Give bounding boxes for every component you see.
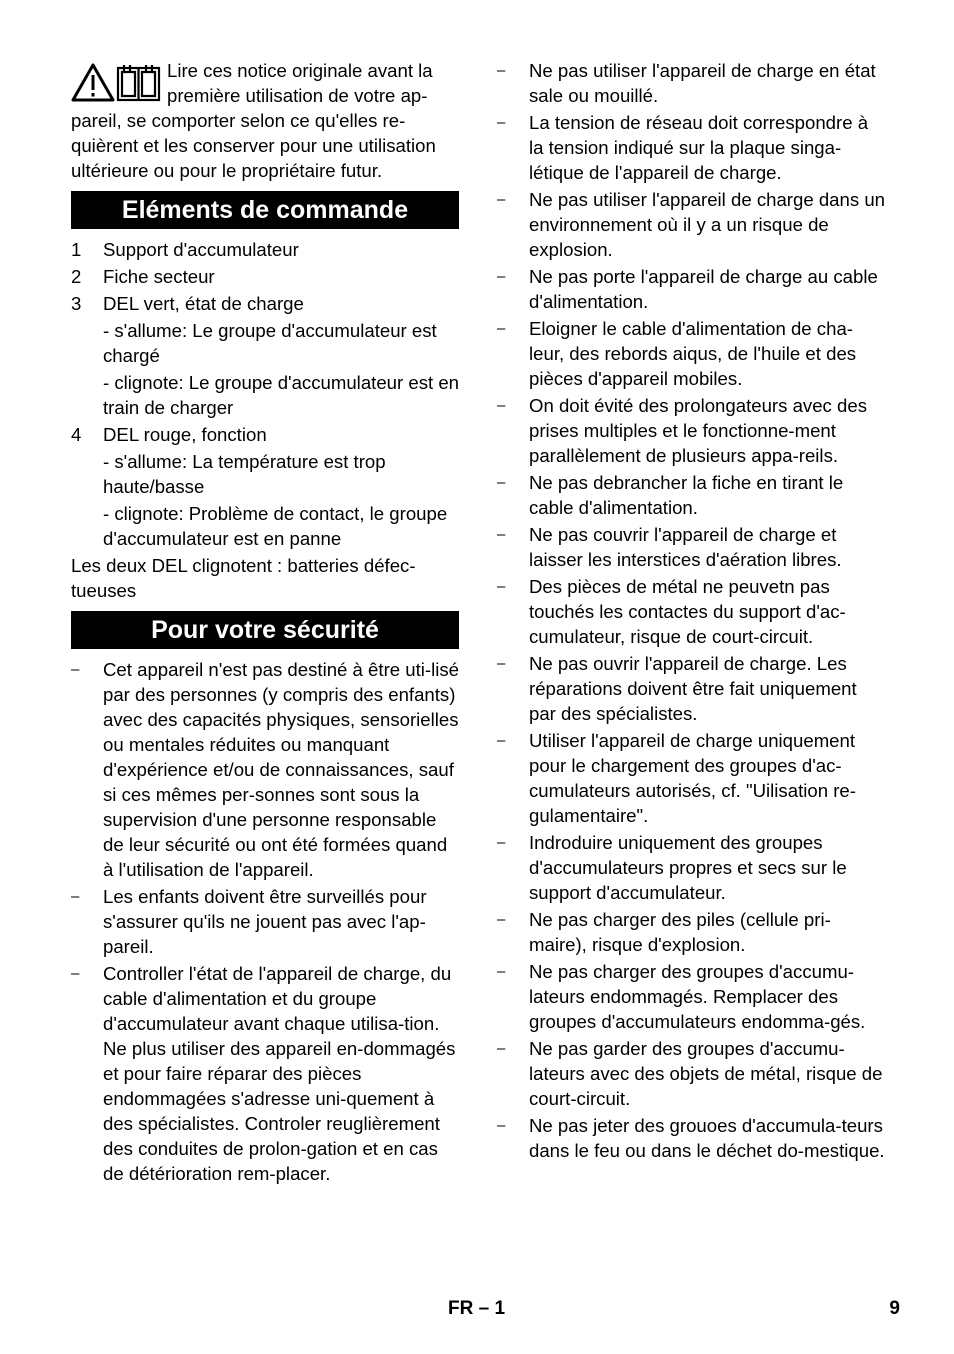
item-number: 1 xyxy=(71,239,82,260)
item-text: Des pièces de métal ne peuvetn pas touchés les contactes du support d'ac-cumulateur, risque de court-circuit. xyxy=(529,576,846,647)
item-text: Les enfants doivent être surveillés pour s'assurer qu'ils ne jouent pas avec l'ap-pareil. xyxy=(103,886,427,957)
controls-list xyxy=(71,237,459,316)
dash-marker: – xyxy=(497,732,506,749)
list-item xyxy=(497,728,885,828)
list-item xyxy=(497,907,885,957)
item-text: Ne pas ouvrir l'appareil de charge. Les réparations doivent être fait uniquement par des spécialistes. xyxy=(529,653,857,724)
controls-heading: Eléments de commande xyxy=(71,191,459,229)
item-text: Ne pas charger des piles (cellule pri-maire), risque d'explosion. xyxy=(529,909,831,955)
dash-marker: – xyxy=(497,268,506,285)
dash-marker: – xyxy=(497,320,506,337)
controls-note: Les deux DEL clignotent : batteries défec-tueuses xyxy=(71,555,416,601)
controls-list-continued xyxy=(71,422,459,447)
item-text: La tension de réseau doit correspondre à la tension indiqué sur la plaque singa-létique de l'appareil de charge. xyxy=(529,112,869,183)
footer-label: FR – 1 xyxy=(448,1298,506,1319)
dash-marker: – xyxy=(497,62,506,79)
list-item xyxy=(497,959,885,1034)
list-item xyxy=(71,422,459,447)
list-item xyxy=(497,830,885,905)
intro-text: Lire ces notice originale avant la première utilisation de votre ap-pareil, se comporter selon ce qu'elles re-quièrent et les conserver pour une utilisation ultérieure ou pour le propriétaire futur. xyxy=(71,60,436,181)
item-text: DEL vert, état de charge xyxy=(103,293,304,314)
dash-marker: – xyxy=(71,888,80,905)
item-number: 3 xyxy=(71,293,82,314)
page-number: 9 xyxy=(889,1298,900,1319)
list-item xyxy=(497,1036,885,1111)
dash-marker: – xyxy=(497,526,506,543)
item-number: 2 xyxy=(71,266,82,287)
list-item xyxy=(497,574,885,649)
item-text: Support d'accumulateur xyxy=(103,239,299,260)
list-item xyxy=(497,470,885,520)
manual-book-icon xyxy=(118,65,159,100)
safety-list-left xyxy=(71,657,459,1186)
list-item xyxy=(497,316,885,391)
intro-paragraph xyxy=(71,58,459,183)
dash-marker: – xyxy=(497,474,506,491)
safety-list-right xyxy=(497,58,885,1163)
list-item xyxy=(497,393,885,468)
sub-item: - clignote: Le groupe d'accumulateur est en train de charger xyxy=(103,372,460,418)
dash-marker: – xyxy=(497,114,506,131)
item-text: Ne pas debrancher la fiche en tirant le cable d'alimentation. xyxy=(529,472,844,518)
item-text: Eloigner le cable d'alimentation de cha-leur, des rebords aiqus, de l'huile et des pièces d'appareil mobiles. xyxy=(529,318,857,389)
dash-marker: – xyxy=(497,191,506,208)
item-text: Cet appareil n'est pas destiné à être uti-lisé par des personnes (y compris des enfants) avec des capacités physiques, sensorielles ou mentales réduites ou manquant d'expérience et/ou de connaissances, sauf si ces mêmes per-sonnes sont sous la supervision d'une personne responsable de leur sécurité ou ont été formées quand à l'utilisation de l'appareil. xyxy=(103,659,459,880)
list-item xyxy=(71,291,459,316)
list-item xyxy=(71,884,459,959)
item-text: Ne pas jeter des grouoes d'accumula-teurs dans le feu ou dans le déchet do-mestique. xyxy=(529,1115,885,1161)
sub-item: - clignote: Problème de contact, le groupe d'accumulateur est en panne xyxy=(103,503,448,549)
dash-marker: – xyxy=(497,1117,506,1134)
dash-marker: – xyxy=(71,965,80,982)
item-text: Indroduire uniquement des groupes d'accumulateurs propres et secs sur le support d'accumulateur. xyxy=(529,832,847,903)
list-item xyxy=(497,1113,885,1163)
dash-marker: – xyxy=(497,911,506,928)
item-text: Utiliser l'appareil de charge uniquement pour le chargement des groupes d'ac-cumulateurs autorisés, cf. "Uilisation re-gulamentaire". xyxy=(529,730,856,826)
list-item xyxy=(497,58,885,108)
item-number: 4 xyxy=(71,424,82,445)
dash-marker: – xyxy=(497,963,506,980)
list-item xyxy=(497,522,885,572)
list-item xyxy=(497,651,885,726)
left-column xyxy=(71,58,459,1188)
dash-marker: – xyxy=(497,834,506,851)
list-item xyxy=(497,264,885,314)
list-item xyxy=(497,110,885,185)
item-text: DEL rouge, fonction xyxy=(103,424,267,445)
dash-marker: – xyxy=(497,1040,506,1057)
warning-manual-icon xyxy=(71,60,163,106)
sub-item: - s'allume: Le groupe d'accumulateur est chargé xyxy=(103,320,437,366)
item-text: Ne pas porte l'appareil de charge au cable d'alimentation. xyxy=(529,266,878,312)
item-text: Ne pas utiliser l'appareil de charge en état sale ou mouillé. xyxy=(529,60,876,106)
item-text: Ne pas couvrir l'appareil de charge et laisser les interstices d'aération libres. xyxy=(529,524,842,570)
item-text: Ne pas garder des groupes d'accumu-lateurs avec des objets de métal, risque de court-circuit. xyxy=(529,1038,883,1109)
list-item xyxy=(497,187,885,262)
safety-heading: Pour votre sécurité xyxy=(71,611,459,649)
dash-marker: – xyxy=(497,655,506,672)
dash-marker: – xyxy=(71,661,80,678)
item-text: Controller l'état de l'appareil de charge, du cable d'alimentation et du groupe d'accumulateur avant chaque utilisa-tion. Ne plus utiliser des appareil en-dommagés et pour faire réparar des pièces endommagées s'adresse uni-quement à des spécialistes. Controler reuglièrement des conduites de prolon-gation et en cas de détérioration rem-placer. xyxy=(103,963,456,1184)
page-footer xyxy=(0,1296,954,1324)
right-column xyxy=(497,58,885,1165)
list-item xyxy=(71,657,459,882)
list-item xyxy=(71,961,459,1186)
dash-marker: – xyxy=(497,397,506,414)
list-item xyxy=(71,237,459,262)
dash-marker: – xyxy=(497,578,506,595)
list-item xyxy=(71,264,459,289)
item-text: Ne pas charger des groupes d'accumu-lateurs endommagés. Remplacer des groupes d'accumulateurs endomma-gés. xyxy=(529,961,866,1032)
item-text: Fiche secteur xyxy=(103,266,215,287)
item-text: Ne pas utiliser l'appareil de charge dans un environnement où il y a un risque de explosion. xyxy=(529,189,886,260)
item-text: On doit évité des prolongateurs avec des prises multiples et le fonctionne-ment parallèlement de plusieurs appa-reils. xyxy=(529,395,867,466)
sub-item: - s'allume: La température est trop haute/basse xyxy=(103,451,386,497)
warning-triangle-icon xyxy=(73,65,113,100)
